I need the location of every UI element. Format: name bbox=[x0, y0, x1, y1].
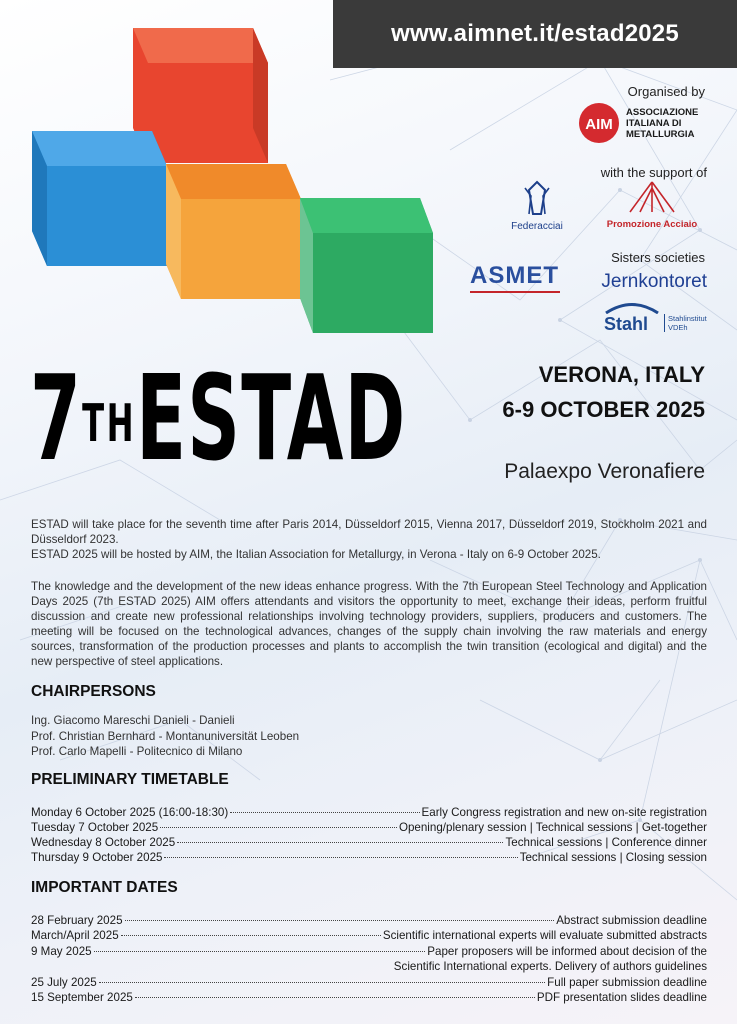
estad-cubes-logo bbox=[28, 28, 438, 338]
timetable-row: Tuesday 7 October 2025 Opening/plenary session | Technical sessions | Get-together bbox=[31, 821, 707, 834]
promozione-name: Promozione Acciaio bbox=[606, 219, 698, 230]
promozione-acciaio-logo[interactable] bbox=[596, 180, 708, 230]
title-name: ESTAD bbox=[136, 349, 407, 487]
stahl-subtitle: Stahlinstitut VDEh bbox=[664, 314, 707, 332]
timetable-row: Wednesday 8 October 2025 Technical sessions | Conference dinner bbox=[31, 836, 707, 849]
asmet-underline bbox=[470, 291, 560, 293]
jernkontoret-logo[interactable]: Jernkontoret bbox=[601, 271, 707, 292]
date-row: 25 July 2025 Full paper submission deadline bbox=[31, 976, 707, 989]
asmet-logo[interactable]: ASMET bbox=[470, 262, 559, 289]
venue-place: Palaexpo Veronafiere bbox=[504, 460, 705, 483]
federacciai-name: Federacciai bbox=[511, 221, 563, 232]
timetable-row: Thursday 9 October 2025 Technical sessions | Closing session bbox=[31, 851, 707, 864]
website-url-link[interactable]: www.aimnet.it/estad2025 bbox=[391, 20, 679, 47]
stahl-logo[interactable] bbox=[604, 300, 707, 335]
aim-emblem-icon bbox=[578, 102, 620, 144]
timetable-heading: PRELIMINARY TIMETABLE bbox=[31, 771, 229, 788]
federacciai-logo[interactable] bbox=[505, 180, 569, 232]
date-row-continuation: Scientific International experts. Delivery of authors guidelines bbox=[393, 960, 707, 973]
federacciai-emblem-icon bbox=[515, 180, 559, 216]
date-row: 28 February 2025 Abstract submission deadline bbox=[31, 914, 707, 927]
date-row: 9 May 2025 Paper proposers will be informed about decision of the bbox=[31, 945, 707, 958]
aim-name: ASSOCIAZIONE ITALIANA DI METALLURGIA bbox=[626, 106, 699, 140]
date-row: March/April 2025 Scientific international experts will evaluate submitted abstracts bbox=[31, 929, 707, 942]
chairpersons-heading: CHAIRPERSONS bbox=[31, 683, 156, 700]
chairperson-item: Ing. Giacomo Mareschi Danieli - Danieli bbox=[31, 714, 235, 727]
venue-city: VERONA, ITALY bbox=[538, 362, 705, 387]
chairperson-item: Prof. Christian Bernhard - Montanuniversität Leoben bbox=[31, 729, 300, 743]
intro-paragraph-2: ESTAD 2025 will be hosted by AIM, the Italian Association for Metallurgy, in Verona - Italy on 6-9 October 2025. bbox=[31, 548, 601, 561]
title-number: 7 bbox=[30, 349, 83, 487]
date-row: 15 September 2025 PDF presentation slides deadline bbox=[31, 991, 707, 1004]
organised-by-label: Organised by bbox=[627, 84, 705, 99]
sisters-label: Sisters societies bbox=[611, 250, 705, 265]
intro-paragraph-3: The knowledge and the development of the new ideas enhance progress. With the 7th European Steel Technology and Application Days 2025 (7th ESTAD 2025) AIM offers attendants and visitors the opportunity to meet, exchange their ideas, perform fruitful discussion and create new professional relationships involving technology providers, suppliers, producers and customers. The meeting will be focused on the technological advances, changes of the supply chain involving the raw materials and energy sources, transformation of the production processes and plants to accomplish the twin transition (ecological and digital) and the new perspective of steel applications. bbox=[31, 580, 707, 668]
svg-text:AIM: AIM bbox=[585, 116, 613, 133]
intro-paragraph-1: ESTAD will take place for the seventh time after Paris 2014, Düsseldorf 2015, Vienna 2017, Düsseldorf 2019, Stockholm 2021 and Düsseldorf 2023. bbox=[31, 518, 707, 546]
aim-logo[interactable] bbox=[578, 100, 708, 146]
title-suffix: TH bbox=[82, 394, 137, 454]
event-title bbox=[30, 349, 407, 487]
stahl-name: Stahl bbox=[604, 314, 649, 334]
support-label: with the support of bbox=[600, 165, 707, 180]
venue-dates: 6-9 OCTOBER 2025 bbox=[502, 397, 705, 422]
stahl-arc-icon bbox=[604, 300, 660, 314]
chairpersons-list bbox=[31, 713, 299, 760]
chairperson-item: Prof. Carlo Mapelli - Politecnico di Milano bbox=[31, 745, 243, 758]
timetable-row: Monday 6 October 2025 (16:00-18:30) Early Congress registration and new on-site registration bbox=[31, 806, 707, 819]
promozione-bridge-icon bbox=[622, 180, 682, 214]
important-dates-heading: IMPORTANT DATES bbox=[31, 879, 178, 896]
